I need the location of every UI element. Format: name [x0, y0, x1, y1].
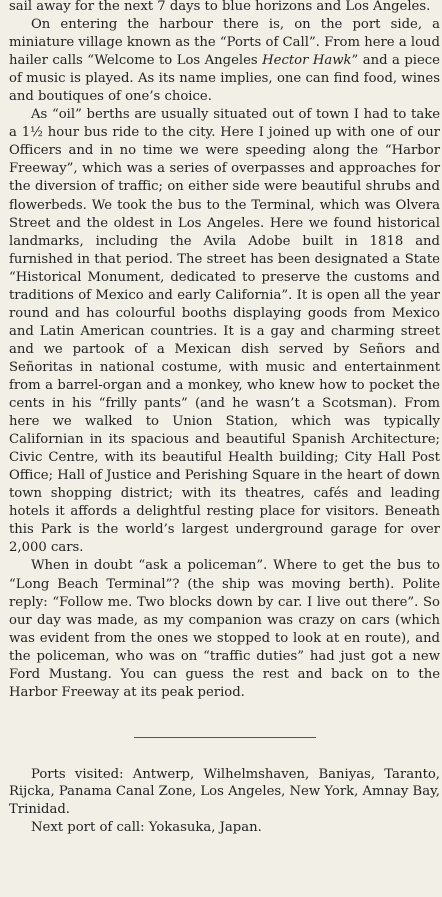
paragraph-city-visit: As “oil” berths are usually situated out of town I had to take a 1½ hour bus ride to the city. Here I joined up with one of our Officers and in no time we were speeding along the “Harbor Freeway”, which was a series of overpasses and approaches for the diversion of traffic; on either side were beautiful shrubs and flowerbeds. We took the bus to the Terminal, which was Olvera Street and the oldest in Los Angeles. Here we found historical landmarks, including the Avila Adobe built in 1818 and furnished in that period. The street has been designated a State “Historical Monument, dedicated to preserve the customs and traditions of Mexico and early California”. It is open all the year round and has colourful booths displaying goods from Mexico and Latin American countries. It is a gay and charming street and we partook of a Mexican dish served by Señors and Señoritas in national costume, with music and entertainment from a barrel-organ and a monkey, who knew how to pocket the cents in his “frilly pants” (and he wasn’t a Scotsman). From here we walked to Union Station, which was typically Californian in its spacious and beautiful Spanish Architecture; Civic Centre, with its beautiful Health building; City Hall Post Office; Hall of Justice and Perishing Square in the heart of down town shopping district; with its theatres, cafés and leading hotels it affords a delightful resting place for visitors. Beneath this Park is the world’s largest underground garage for over 2,000 cars.: [9, 107, 440, 556]
paragraph-continuation: sail away for the next 7 days to blue horizons and Los Angeles.: [9, 0, 431, 14]
paragraph-policeman: When in doubt “ask a policeman”. Where to get the bus to “Long Beach Terminal”? (the ship was moving berth). Polite reply: “Follow me. Two blocks down by car. I live out there”. So our day was made, as my companion was crazy on cars (which was evident from the ones we stopped to look at en route), and the policeman, who was on “traffic duties” had just got a new Ford Mustang. You can guess the rest and back on to the Harbor Freeway at its peak period.: [9, 558, 440, 700]
section-divider: [134, 737, 316, 738]
ports-visited: Ports visited: Antwerp, Wilhelmshaven, Baniyas, Taranto, Rijcka, Panama Canal Zone, Los Angeles, New York, Amnay Bay, Trinidad.: [9, 766, 440, 818]
ship-name: Hector Hawk: [262, 53, 352, 69]
paragraph-ports-of-call: [9, 16, 440, 106]
paragraph-text: ” and a piece of music is played. As its name implies, one can find food, wines and boutiques of one’s choice.: [9, 53, 440, 105]
paragraph-text: On entering the harbour there is, on the port side, a miniature village known as the “Ports of Call”. From here a loud hailer calls “Welcome to Los Angeles: [9, 17, 440, 69]
next-port-of-call: Next port of call: Yokasuka, Japan.: [31, 819, 262, 835]
